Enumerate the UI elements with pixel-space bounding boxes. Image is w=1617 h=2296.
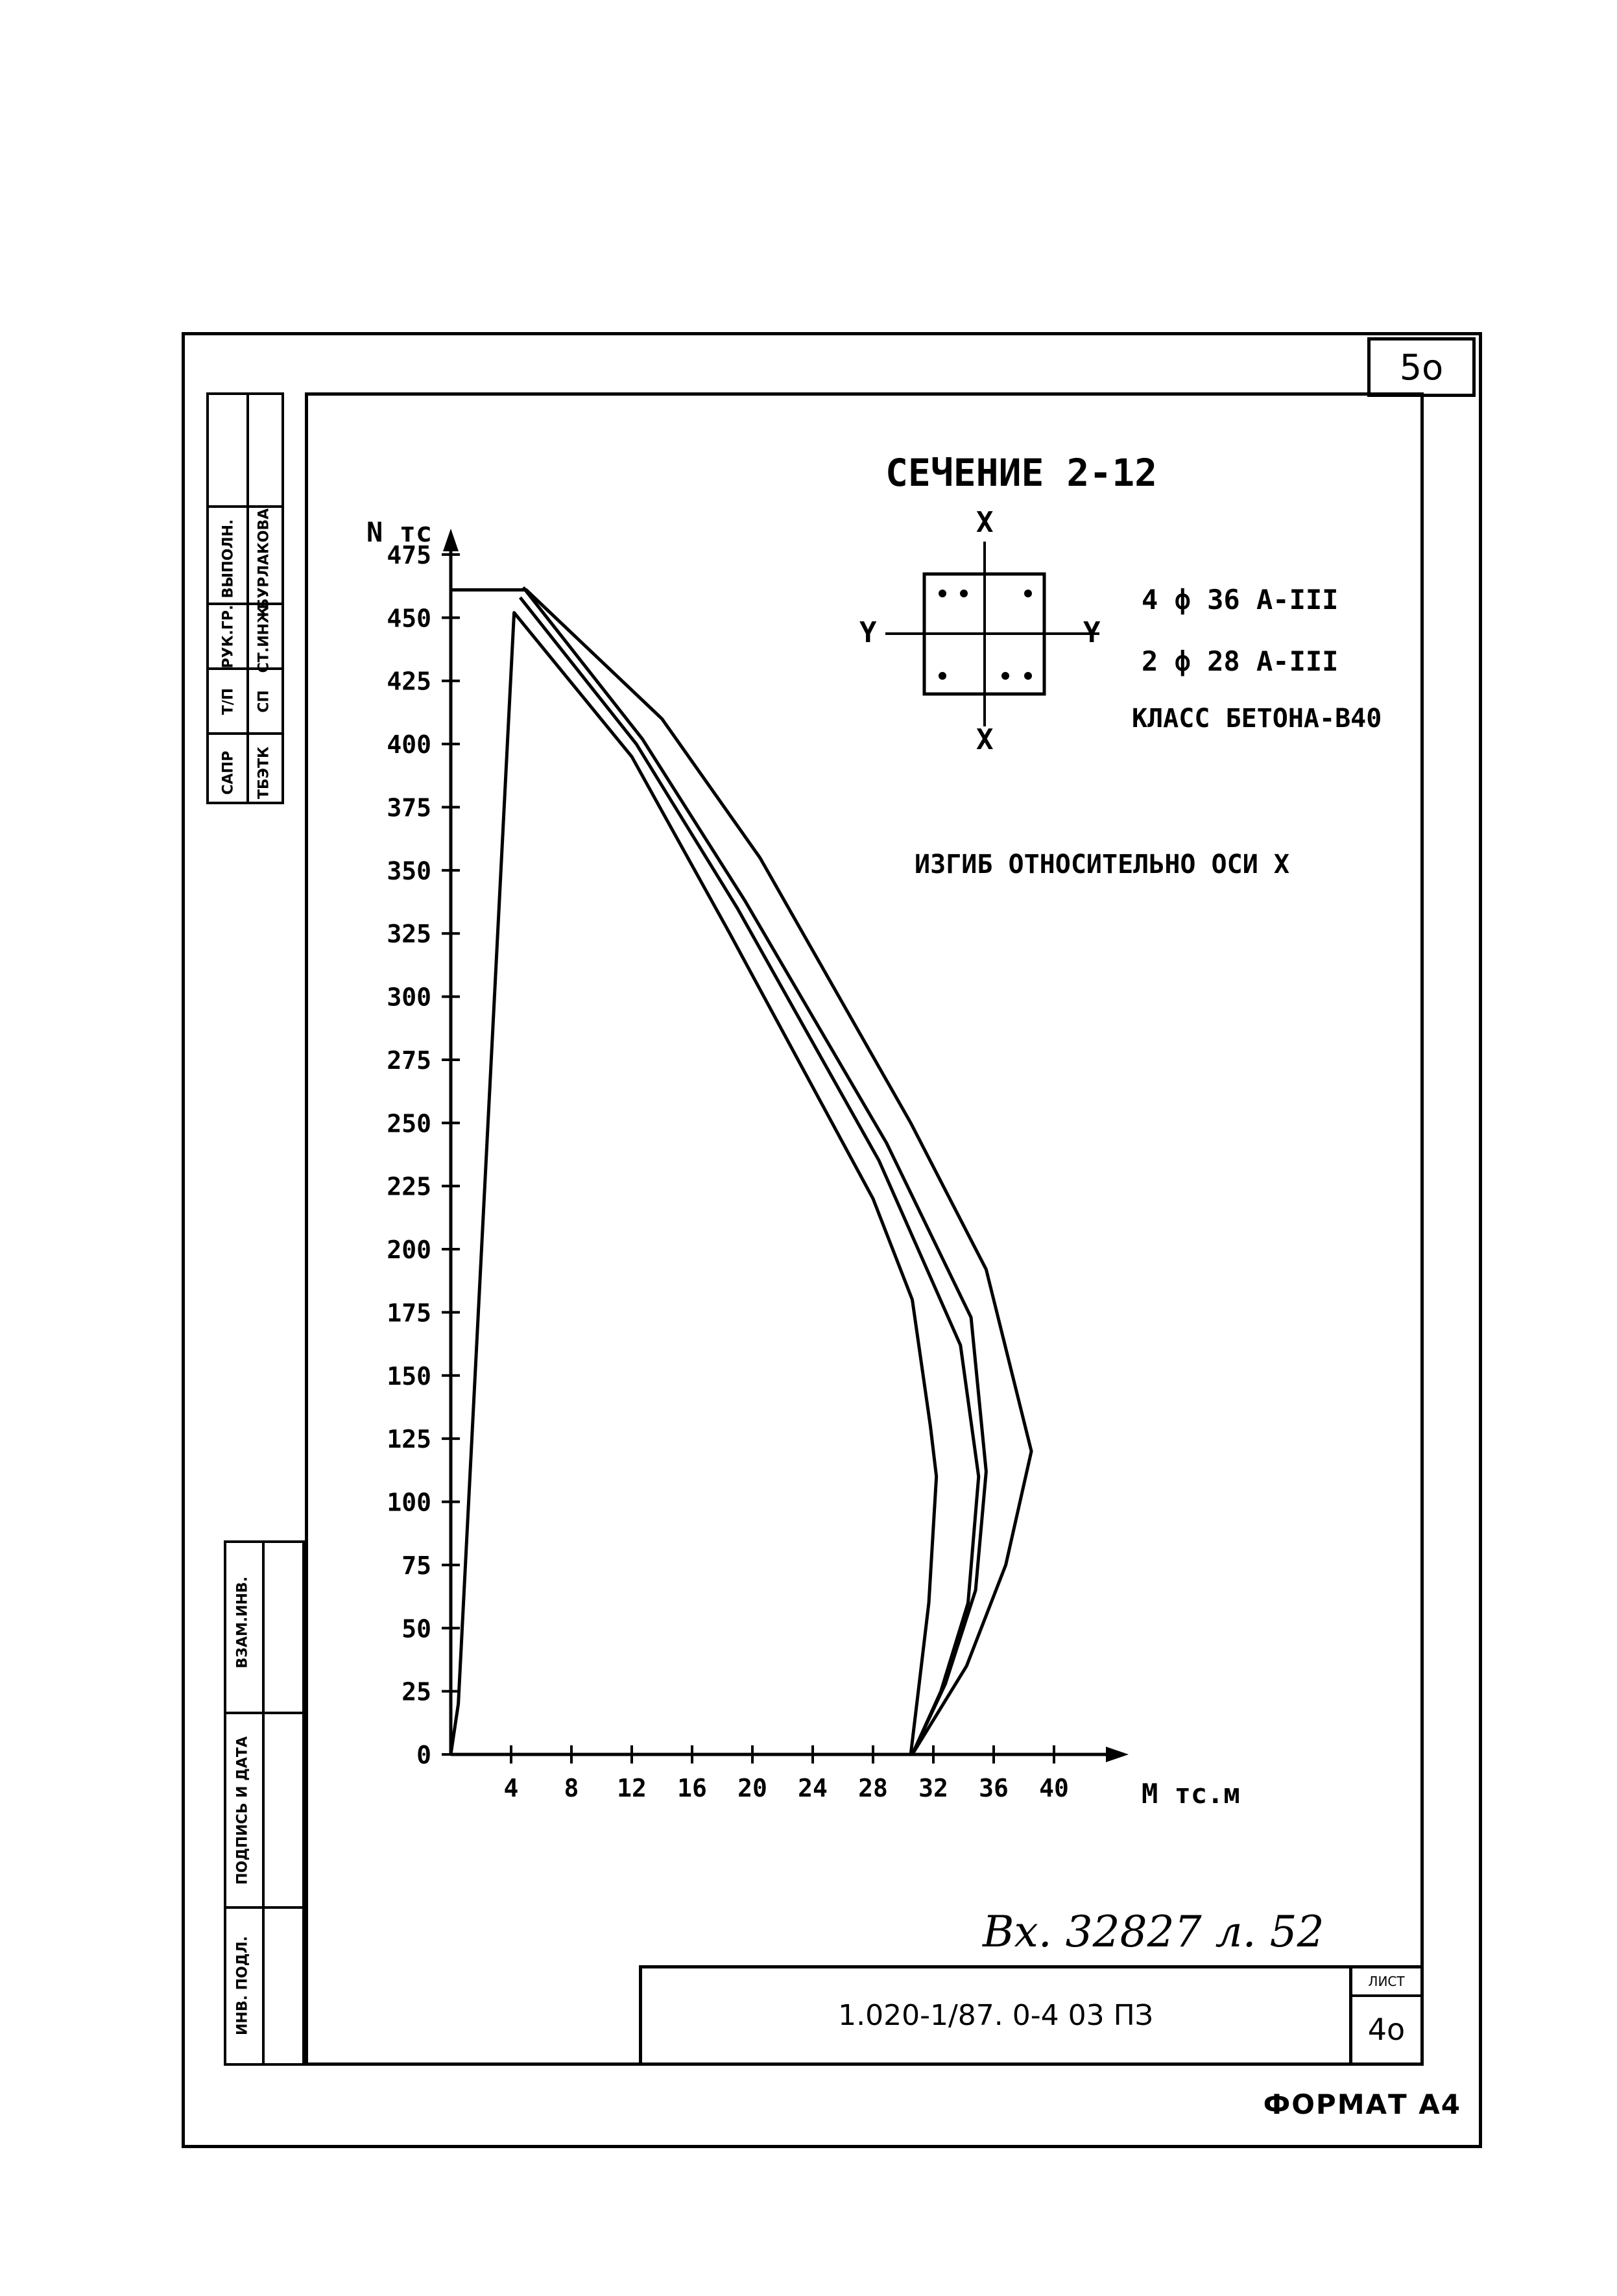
y-tick-label: 100 <box>387 1488 431 1517</box>
side-cell-replace-inv: ВЗАМ.ИНВ. <box>234 1576 251 1669</box>
stamp-cell-sp: СП <box>256 690 272 713</box>
series-line-1 <box>451 613 937 1754</box>
x-tick-label: 24 <box>798 1774 828 1802</box>
x-axis-label: М тс.м <box>1142 1778 1240 1810</box>
page-number: 5о <box>1367 337 1476 397</box>
x-tick-label: 20 <box>737 1774 767 1802</box>
format-label: ФОРМАТ А4 <box>1263 2088 1461 2120</box>
axis-y-right-label: Y <box>1083 616 1101 649</box>
y-tick-label: 475 <box>387 541 431 569</box>
y-tick-label: 450 <box>387 604 431 633</box>
stamp-cell-tp: Т/П <box>220 688 237 715</box>
y-tick-label: 400 <box>387 730 431 759</box>
series-line-4 <box>451 590 1031 1755</box>
y-tick-label: 250 <box>387 1109 431 1138</box>
sheet-box <box>1349 1968 1420 2063</box>
x-tick-label: 32 <box>918 1774 948 1802</box>
reinforcement-2: 2 ф 28 А-III <box>1142 645 1339 677</box>
side-cell-signature-date: ПОДПИСЬ И ДАТА <box>234 1736 251 1885</box>
x-tick-label: 12 <box>617 1774 647 1802</box>
handwritten-note: Вх. 32827 л. 52 <box>983 1907 1324 1957</box>
y-tick-label: 125 <box>387 1425 431 1454</box>
sheet-number: 4о <box>1367 2012 1406 2047</box>
stamp-cell-performed: ВЫПОЛН. <box>220 519 237 599</box>
y-tick-label: 25 <box>401 1677 431 1706</box>
series-line-3 <box>523 588 987 1754</box>
y-tick-label: 200 <box>387 1236 431 1265</box>
sheet-label: ЛИСТ <box>1352 1968 1420 1997</box>
x-tick-label: 28 <box>858 1774 888 1802</box>
stamp-cell-tbetk: ТБЭТК <box>256 747 272 799</box>
y-tick-label: 275 <box>387 1046 431 1075</box>
x-tick-label: 8 <box>564 1774 579 1802</box>
side-divider <box>226 1712 302 1714</box>
y-tick-label: 75 <box>401 1551 431 1580</box>
side-cell-original-inv: ИНВ. ПОДЛ. <box>234 1936 251 2035</box>
y-tick-label: 350 <box>387 856 431 885</box>
y-tick-label: 50 <box>401 1614 431 1644</box>
x-tick-label: 16 <box>677 1774 707 1802</box>
y-tick-label: 375 <box>387 793 431 822</box>
bending-axis-label: ИЗГИБ ОТНОСИТЕЛЬНО ОСИ X <box>915 850 1289 879</box>
stamp-cell-sapr: САПР <box>220 750 237 795</box>
x-axis-arrow <box>1106 1747 1129 1762</box>
axis-y-left-label: Y <box>859 616 877 649</box>
stamp-cell-group-head: РУК.ГР. <box>220 604 237 669</box>
interaction-chart <box>337 516 1240 1810</box>
y-tick-label: 0 <box>416 1741 431 1769</box>
y-tick-label: 425 <box>387 667 431 696</box>
stamp-strip <box>206 392 284 804</box>
side-strip <box>224 1540 305 2066</box>
x-tick-label: 40 <box>1039 1774 1069 1802</box>
y-tick-label: 225 <box>387 1172 431 1201</box>
reinforcement-1: 4 ф 36 А-III <box>1142 584 1339 616</box>
axis-x-bottom-label: X <box>976 723 994 756</box>
series-line-2 <box>520 597 979 1754</box>
stamp-cell-senior-engineer: СТ.ИНЖ. <box>256 600 272 673</box>
x-tick-label: 36 <box>979 1774 1009 1802</box>
y-tick-label: 300 <box>387 983 431 1012</box>
side-divider <box>262 1543 265 2063</box>
y-tick-label: 175 <box>387 1298 431 1328</box>
concrete-class: КЛАСС БЕТОНА-В40 <box>1132 704 1382 734</box>
x-tick-label: 4 <box>503 1774 519 1802</box>
section-title: СЕЧЕНИЕ 2-12 <box>885 451 1158 495</box>
y-tick-label: 150 <box>387 1361 431 1391</box>
y-tick-label: 325 <box>387 920 431 949</box>
title-block <box>639 1965 1424 2066</box>
stamp-divider <box>246 395 249 802</box>
side-divider <box>226 1906 302 1909</box>
y-axis-label: N тс <box>366 516 433 548</box>
axis-x-top-label: X <box>976 506 994 539</box>
stamp-cell-burlakova: БУРЛАКОВА <box>256 508 272 610</box>
drawing-code: 1.020-1/87. 0-4 03 ПЗ <box>838 1999 1153 2032</box>
